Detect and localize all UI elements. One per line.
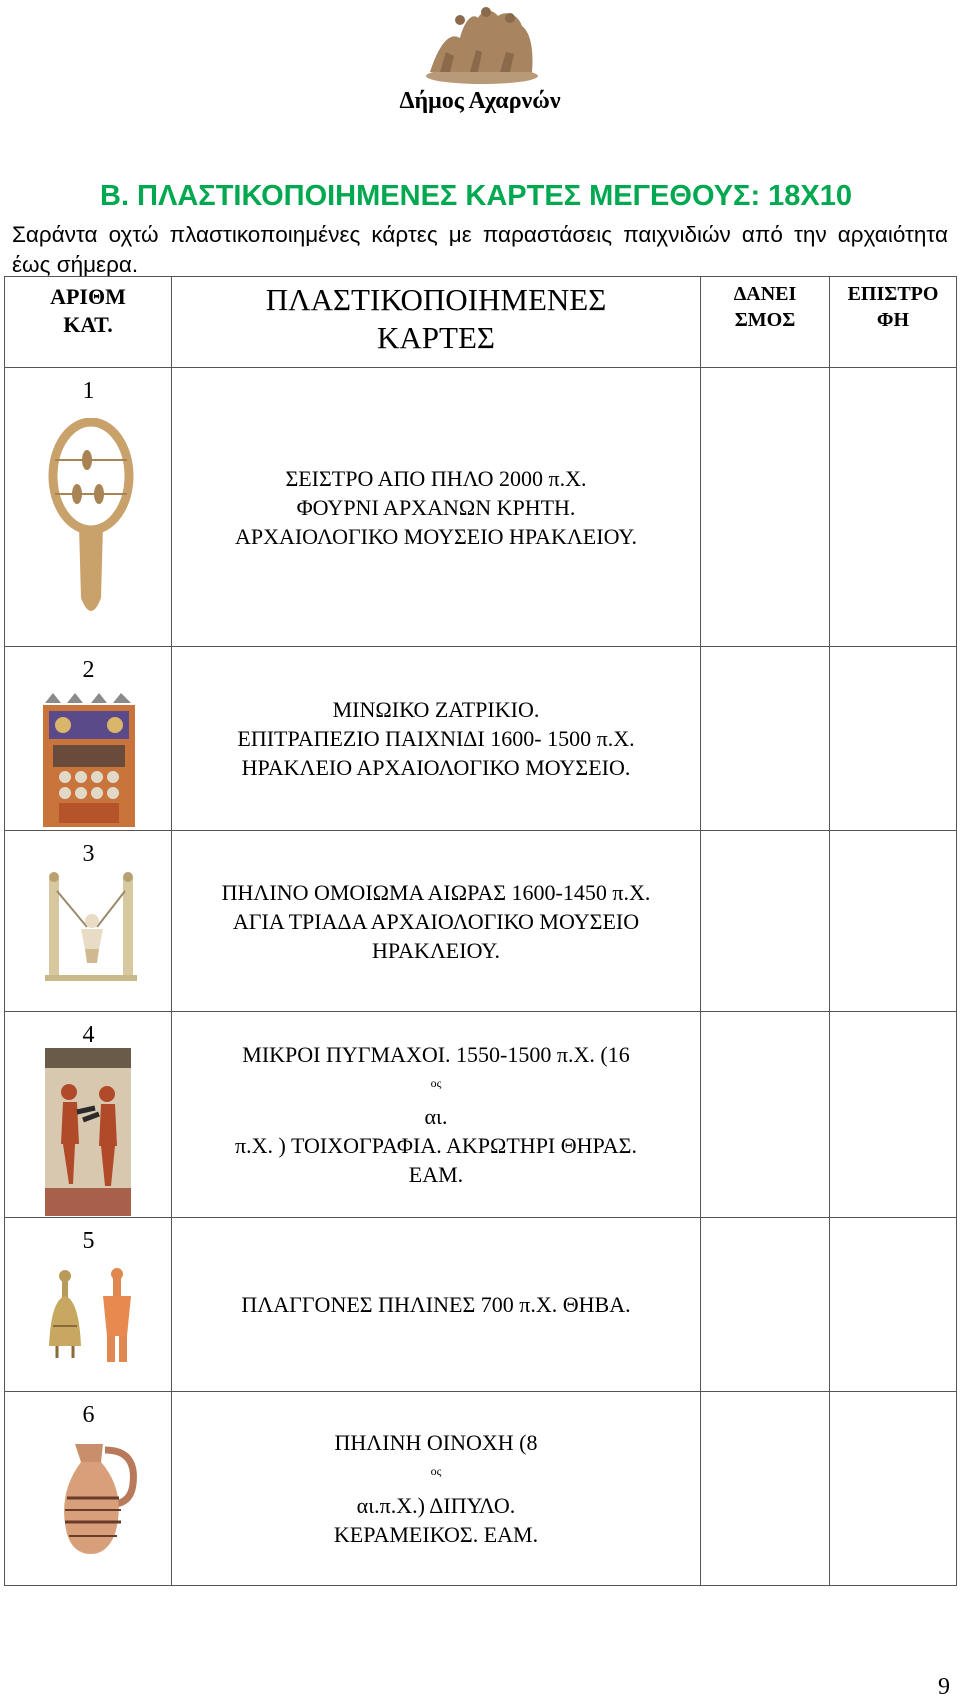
item-number: 3 — [82, 841, 95, 867]
table-row — [5, 831, 957, 1012]
page-number: 9 — [938, 1674, 950, 1700]
header-loan — [701, 277, 830, 368]
catalog-table — [4, 276, 957, 1586]
loan-cell[interactable] — [701, 368, 830, 647]
description-text: ΠΗΛΙΝΗ ΟΙΝΟΧΗ (8 — [334, 1430, 538, 1456]
description-line: ΠΛΑΓΓΟΝΕΣ ΠΗΛΙΝΕΣ 700 π.Χ. ΘΗΒΑ. — [241, 1292, 631, 1317]
item-number: 5 — [82, 1228, 95, 1254]
header-catalog-number — [5, 277, 172, 368]
description-cell — [172, 368, 701, 647]
description-cell — [172, 1392, 701, 1586]
item-number: 2 — [82, 657, 95, 683]
header-loan-line2: ΣΜΟΣ — [734, 309, 796, 331]
return-cell[interactable] — [830, 647, 957, 831]
header-loan-line1: ΔΑΝΕΙ — [733, 283, 797, 305]
return-cell[interactable] — [830, 1392, 957, 1586]
clay-dolls-image — [43, 1266, 143, 1366]
table-row — [5, 647, 957, 831]
return-cell[interactable] — [830, 1012, 957, 1218]
return-cell[interactable] — [830, 368, 957, 647]
item-number: 1 — [82, 378, 95, 404]
item-number: 6 — [82, 1402, 95, 1428]
oinochoe-image — [45, 1438, 145, 1558]
header-num-line1: ΑΡΙΘΜ — [50, 284, 126, 309]
description-line: ΠΗΛΙΝΟ ΟΜΟΙΩΜΑ ΑΙΩΡΑΣ 1600-1450 π.Χ. — [221, 879, 651, 905]
loan-cell[interactable] — [701, 647, 830, 831]
table-row — [5, 368, 957, 647]
item-cell — [5, 368, 172, 647]
item-cell — [5, 831, 172, 1012]
swing-model-image — [43, 871, 139, 983]
loan-cell[interactable] — [701, 831, 830, 1012]
section-intro: Σαράντα οχτώ πλαστικοποιημένες κάρτες με παραστάσεις παιχνιδιών από την αρχαιότητα έως σήμερα. — [12, 222, 948, 277]
item-cell — [5, 1218, 172, 1392]
description-text: αι.π.Χ.) ΔΙΠΥΛΟ. — [356, 1492, 516, 1518]
item-number: 4 — [82, 1022, 95, 1048]
description-line — [235, 1040, 637, 1131]
description-cell — [172, 647, 701, 831]
ordinal-superscript: ος — [430, 1464, 442, 1479]
description-line: ΗΡΑΚΛΕΙΟ ΑΡΧΑΙΟΛΟΓΙΚΟ ΜΟΥΣΕΙΟ. — [241, 755, 631, 780]
boxers-fresco-image — [45, 1048, 131, 1216]
return-cell[interactable] — [830, 1218, 957, 1392]
header-cards — [172, 277, 701, 368]
description-line — [334, 1428, 538, 1519]
item-cell — [5, 1012, 172, 1218]
description-line: ΑΡΧΑΙΟΛΟΓΙΚΟ ΜΟΥΣΕΙΟ ΗΡΑΚΛΕΙΟΥ. — [234, 523, 638, 549]
description-cell — [172, 1218, 701, 1392]
header-num-line2: ΚΑΤ. — [63, 312, 113, 337]
minoan-board-game-image — [39, 691, 139, 829]
description-line: ΣΕΙΣΤΡΟ ΑΠΟ ΠΗΛΟ 2000 π.Χ. — [285, 465, 587, 491]
ordinal-superscript: ος — [430, 1075, 442, 1090]
description-line: ΕΑΜ. — [408, 1162, 464, 1188]
description-cell — [172, 1012, 701, 1218]
table-row — [5, 1392, 957, 1586]
header-return-line2: ΦΗ — [876, 309, 910, 331]
loan-cell[interactable] — [701, 1012, 830, 1218]
return-cell[interactable] — [830, 831, 957, 1012]
description-line: ΕΠΙΤΡΑΠΕΖΙΟ ΠΑΙΧΝΙΔΙ 1600- 1500 π.Χ. — [237, 726, 635, 751]
table-row — [5, 1218, 957, 1392]
description-text: ΜΙΚΡΟΙ ΠΥΓΜΑΧΟΙ. 1550-1500 π.Χ. (16 — [242, 1041, 630, 1067]
description-line: ΚΕΡΑΜΕΙΚΟΣ. ΕΑΜ. — [333, 1521, 539, 1547]
header-cards-line1: ΠΛΑΣΤΙΚΟΠΟΙΗΜΕΝΕΣ — [265, 282, 607, 317]
description-line: ΗΡΑΚΛΕΙΟΥ. — [371, 937, 501, 963]
header-return-line1: ΕΠΙΣΤΡΟ — [847, 283, 939, 305]
sistrum-image — [43, 418, 139, 626]
description-line: π.Χ. ) ΤΟΙΧΟΓΡΑΦΙΑ. ΑΚΡΩΤΗΡΙ ΘΗΡΑΣ. — [235, 1133, 637, 1159]
description-cell — [172, 831, 701, 1012]
loan-cell[interactable] — [701, 1218, 830, 1392]
item-cell — [5, 1392, 172, 1586]
description-line: ΜΙΝΩΙΚΟ ΖΑΤΡΙΚΙΟ. — [332, 697, 540, 722]
item-cell — [5, 647, 172, 831]
description-line: ΑΓΙΑ ΤΡΙΑΔΑ ΑΡΧΑΙΟΛΟΓΙΚΟ ΜΟΥΣΕΙΟ — [232, 908, 640, 934]
loan-cell[interactable] — [701, 1392, 830, 1586]
header-return — [830, 277, 957, 368]
header-cards-line2: ΚΑΡΤΕΣ — [377, 320, 495, 355]
table-row — [5, 1012, 957, 1218]
description-line: ΦΟΥΡΝΙ ΑΡΧΑΝΩΝ ΚΡΗΤΗ. — [296, 494, 576, 520]
section-title: Β. ΠΛΑΣΤΙΚΟΠΟΙΗΜΕΝΕΣ ΚΑΡΤΕΣ ΜΕΓΕΘΟΥΣ: 18Χ10 — [100, 180, 853, 212]
description-text: αι. — [424, 1104, 448, 1130]
horses-logo — [420, 2, 544, 86]
municipality-name: Δήμος Αχαρνών — [399, 88, 561, 114]
table-header-row — [5, 277, 957, 368]
